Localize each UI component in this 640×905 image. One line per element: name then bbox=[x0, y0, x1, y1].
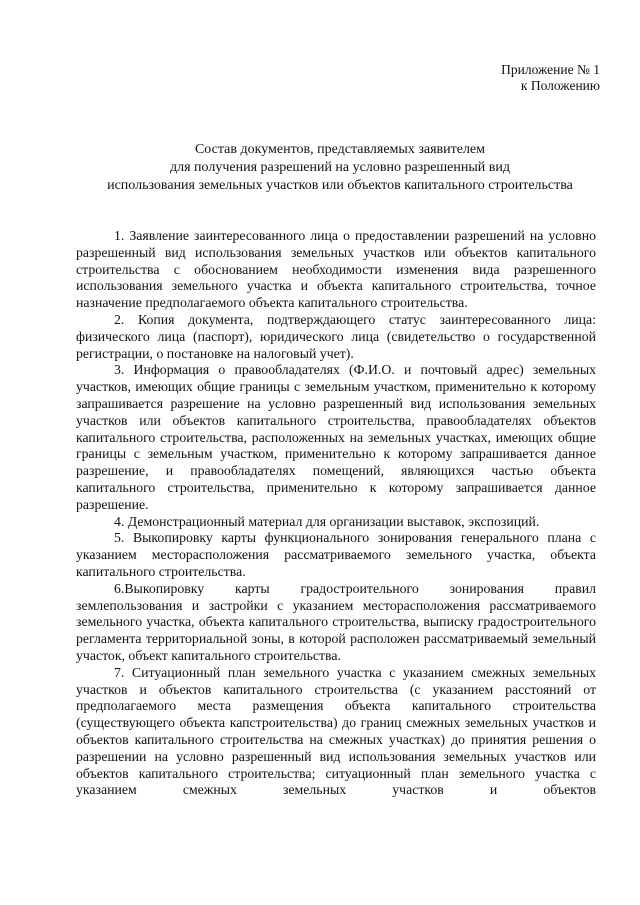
list-item-6: 6.Выкопировку карты градостроительного зонирования правил землепользования и застройки с указанием месторасположения рассматриваемого земельного участка, объекта капитального строительства, выписку градостроительного регламента территориальной зоны, в которой расположен рассматриваемый земельный участок, объект капитального строительства. bbox=[76, 580, 596, 663]
title-line-1: Состав документов, представляемых заявителем bbox=[194, 142, 486, 157]
attachment-reference: к Положению bbox=[520, 78, 600, 93]
attachment-number: Приложение № 1 bbox=[501, 62, 600, 77]
list-item-2: 2. Копия документа, подтверждающего статус заинтересованного лица: физического лица (паспорт), юридического лица (свидетельство о государственной регистрации, о постановке на налоговый учет). bbox=[76, 311, 596, 361]
title-line-2: для получения разрешений на условно разрешенный вид bbox=[169, 160, 511, 175]
attachment-header bbox=[501, 62, 600, 94]
document-body bbox=[76, 228, 596, 799]
document-title bbox=[60, 141, 620, 195]
list-item-1: 1. Заявление заинтересованного лица о предоставлении разрешений на условно разрешенный вид использования земельных участков или объектов капитального строительства с обоснованием необходимости изменения вида разрешенного использования земельного участка и объекта капитального строительства, точное назначение предполагаемого объекта капитального строительства. bbox=[76, 228, 596, 311]
list-item-7: 7. Ситуационный план земельного участка с указанием смежных земельных участков и объектов капитального строительства (с указанием расстояний от предполагаемого места размещения объекта капитального строительства (существующего объекта капстроительства) до границ смежных земельных участков и объектов капитального строительства на смежных участках) до принятия решения о разрешении на условно разрешенный вид использования земельных участков или объектов капитального строительства; ситуационный план земельного участка с указанием смежных земельных участков и объектов bbox=[76, 664, 596, 798]
title-line-3: использования земельных участков или объектов капитального строительства bbox=[107, 178, 573, 193]
list-item-4: 4. Демонстрационный материал для организации выставок, экспозиций. bbox=[114, 513, 540, 529]
list-item-5: 5. Выкопировку карты функционального зонирования генерального плана с указанием месторасположения рассматриваемого земельного участка, объекта капитального строительства. bbox=[76, 530, 596, 579]
list-item-3: 3. Информация о правообладателях (Ф.И.О. и почтовый адрес) земельных участков, имеющих общие границы с земельным участком, применительно к которому запрашивается разрешение на условно разрешенный вид использования земельных участков или объектов капитального строительства, правообладателях объектов капитального строительства, расположенных на земельных участках, имеющих общие границы с земельным участком, применительно к которому запрашивается данное разрешение, и правообладателях помещений, являющихся частью объекта капитального строительства, применительно к которому запрашивается данное разрешение. bbox=[76, 362, 596, 512]
